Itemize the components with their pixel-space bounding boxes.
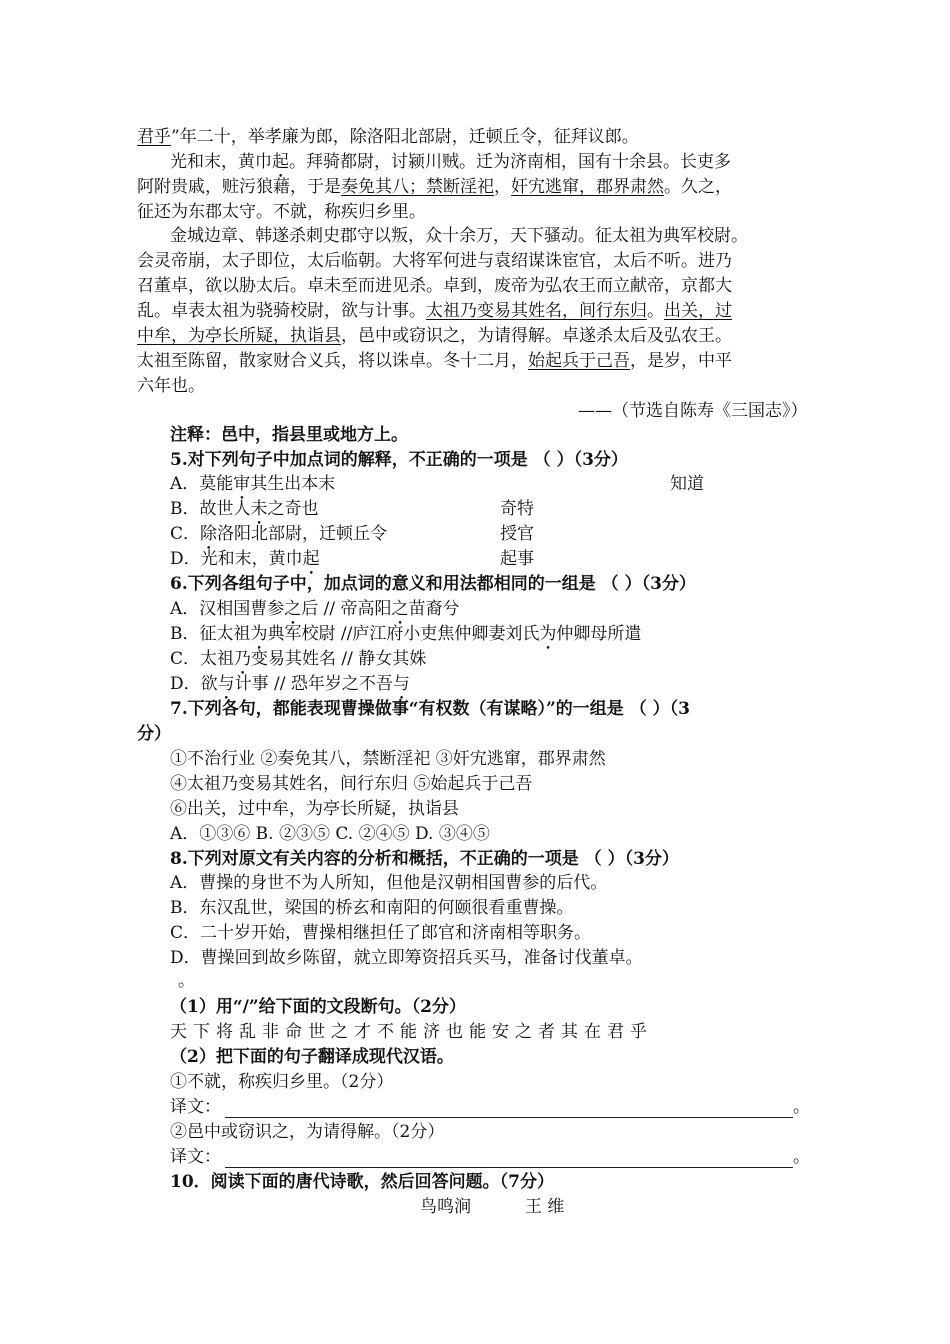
passage-text: 光和末，黄巾 (170, 152, 272, 172)
passage-text: 太祖至陈留，散家财合义兵，将以诛卓。冬十二月， (137, 351, 528, 371)
end-mark: 。 (793, 1147, 810, 1167)
option-text: B．故世人 (170, 499, 251, 519)
question-7-stem: 7.下列各句，都能表现曹操做事“有权数（有谋略）”的一组是 （ ）（3 (170, 699, 690, 719)
passage-line-0 (137, 126, 639, 148)
underlined-phrase: 奸宄逃窜，郡界肃然 (511, 177, 664, 197)
dotted-word: 为 (539, 624, 557, 644)
q8-option-b: B．东汉乱世，梁国的桥玄和南阳的何颐很看重曹操。 (170, 898, 574, 918)
question-6-stem: 6.下列各组句子中，加点词的意义和用法都相同的一组是 （ ）（3分） (170, 574, 696, 594)
translation-label: 译文： (170, 1097, 221, 1117)
annotation-note: 注释：邑中，指县里或地方上。 (170, 425, 408, 445)
q7-items-row-1: ①不治行业 ②奏免其八，禁断淫祀 ③奸宄逃窜，郡界肃然 (170, 749, 606, 769)
passage-text: 。久之， (664, 177, 732, 197)
option-text: A．莫能 (170, 474, 234, 494)
option-text: 洛阳北部尉，迁顿丘令 (217, 524, 388, 544)
option-explanation: 奇特 (500, 499, 534, 519)
underlined-phrase: 君乎 (137, 127, 171, 147)
poem-title: 鸟鸣涧 (420, 1197, 471, 1217)
dotted-word: 之 (391, 599, 409, 619)
stray-mark: 。 (178, 971, 195, 991)
option-text: C． (170, 524, 201, 544)
passage-line-6: 召董卓，欲以胁太后。卓未至而进见杀。卓到，废帝为弘农王而立献帝，京都大 (137, 276, 732, 296)
dotted-word: 为 (250, 624, 268, 644)
option-explanation: 知道 (670, 474, 704, 494)
question-8-stem: 8.下列对原文有关内容的分析和概括，不正确的一项是 （ ）（3分） (170, 849, 679, 869)
question-5-stem: 5.对下列句子中加点词的解释，不正确的一项是 （ ）（3分） (170, 450, 628, 470)
passage-line-2 (137, 176, 732, 198)
underlined-phrase: 奏免其八； (341, 177, 426, 197)
option-text: 仲卿母所遣 (556, 624, 642, 644)
q8-option-c: C．二十岁开始，曹操相继担任了郎官和济南相等职务。 (170, 923, 592, 943)
underlined-phrase: 出关，过 (664, 301, 732, 321)
passage-text: 阿附贵戚，赃污狼藉，于是 (137, 177, 341, 197)
dotted-word: 乃 (234, 649, 252, 669)
passage-text: ，邑中或窃识之，为请得解。卓遂杀太后及弘农王。 (341, 326, 732, 346)
q9-part-1-text: 天下将乱非命世之才不能济也能安之者其在君乎 (170, 1022, 653, 1042)
underlined-phrase: 太祖乃变易其姓名，间行东归 (426, 301, 647, 321)
option-explanation: 授官 (500, 524, 534, 544)
dotted-word: 未 (250, 499, 268, 519)
passage-text: ， (494, 177, 511, 197)
underlined-phrase: 中牟，为亭长所疑，执诣县 (137, 326, 341, 346)
q7-items-row-3: ⑥出关，过中牟，为亭长所疑，执诣县 (170, 799, 459, 819)
passage-source: ——（节选自陈寿《三国志》） (578, 401, 808, 421)
option-text: B．征太祖 (170, 624, 251, 644)
translation-line-2 (170, 1146, 810, 1168)
translation-line-1 (170, 1096, 810, 1118)
option-text: C．太祖 (170, 649, 235, 669)
answer-blank[interactable] (225, 1099, 793, 1118)
dotted-word: 起 (272, 152, 289, 172)
option-text: 其生出本末 (250, 474, 336, 494)
q8-option-a: A．曹操的身世不为人所知，但他是汉朝相国曹参的后代。 (170, 873, 608, 893)
dotted-word: 审 (233, 474, 251, 494)
option-text: 苗裔兮 (408, 599, 460, 619)
passage-text: 乱。卓表太祖为骁骑校尉，欲与计事。 (137, 301, 426, 321)
dotted-word: 之 (284, 599, 302, 619)
passage-line-10: 六年也。 (137, 376, 205, 396)
answer-blank[interactable] (225, 1149, 793, 1168)
q9-part-1-title: （1）用“/”给下面的文段断句。（2分） (170, 997, 466, 1017)
dotted-word: 起 (302, 549, 320, 569)
q8-option-d: D．曹操回到故乡陈留，就立即筹资招兵买马，准备讨伐董卓。 (170, 948, 643, 968)
passage-line-4: 金城边章、韩遂杀刺史郡守以叛，众十余万，天下骚动。征太祖为典军校尉。 (170, 226, 748, 246)
passage-text: ，是岁，中平 (630, 351, 732, 371)
dotted-word: 除 (200, 524, 218, 544)
end-mark: 。 (793, 1097, 810, 1117)
underlined-phrase: 始起兵于己吾 (528, 351, 630, 371)
passage-line-5: 会灵帝崩，太子即位，太后临朝。大将军何进与袁绍谋诛宦官，太后不听。进乃 (137, 251, 732, 271)
option-text: A．汉相国曹参 (170, 599, 285, 619)
passage-text: ”年二十，举孝廉为郎，除洛阳北部尉，迁顿丘令，征拜议郎。 (171, 127, 639, 147)
option-text: 典军校尉 //庐江府小吏焦仲卿妻刘氏 (267, 624, 540, 644)
option-text: 后 // 帝高阳 (301, 599, 392, 619)
passage-line-3: 征还为东郡太守。不就，称疾归乡里。 (137, 202, 426, 222)
option-text: 之奇也 (267, 499, 319, 519)
poem-author: 王 维 (525, 1197, 565, 1217)
passage-text: 。拜骑都尉，讨颍川贼。迁为济南相，国有十余县。长吏多 (289, 152, 731, 172)
passage-line-9 (137, 350, 732, 372)
dotted-word: 与 (217, 674, 235, 694)
underlined-phrase: 禁断淫祀 (426, 177, 494, 197)
q9-item-1: ①不就，称疾归乡里。（2分） (170, 1072, 394, 1092)
q7-items-row-2: ④太祖乃变易其姓名，间行东归 ⑤始起兵于己吾 (170, 774, 533, 794)
question-10-stem: 10．阅读下面的唐代诗歌，然后回答问题。（7分） (170, 1172, 554, 1192)
q7-choices: A．①③⑥ B. ②③⑤ C. ②④⑤ D. ③④⑤ (170, 824, 490, 844)
translation-label: 译文： (170, 1147, 221, 1167)
option-text: 变易其姓名 // 静女其姝 (251, 649, 427, 669)
q9-item-2: ②邑中或窃识之，为请得解。（2分） (170, 1122, 445, 1142)
option-explanation: 起事 (500, 549, 534, 569)
option-text: 计事 // 恐年岁之不吾 (234, 674, 393, 694)
question-7-stem-cont: 分） (137, 724, 171, 744)
option-text: D．光和末，黄巾 (170, 549, 303, 569)
option-text: D．欲 (170, 674, 218, 694)
dotted-word: 与 (392, 674, 410, 694)
passage-line-7 (137, 300, 732, 322)
q9-part-2-title: （2）把下面的句子翻译成现代汉语。 (170, 1047, 454, 1067)
passage-line-8 (137, 325, 732, 347)
passage-text: 。 (647, 301, 664, 321)
